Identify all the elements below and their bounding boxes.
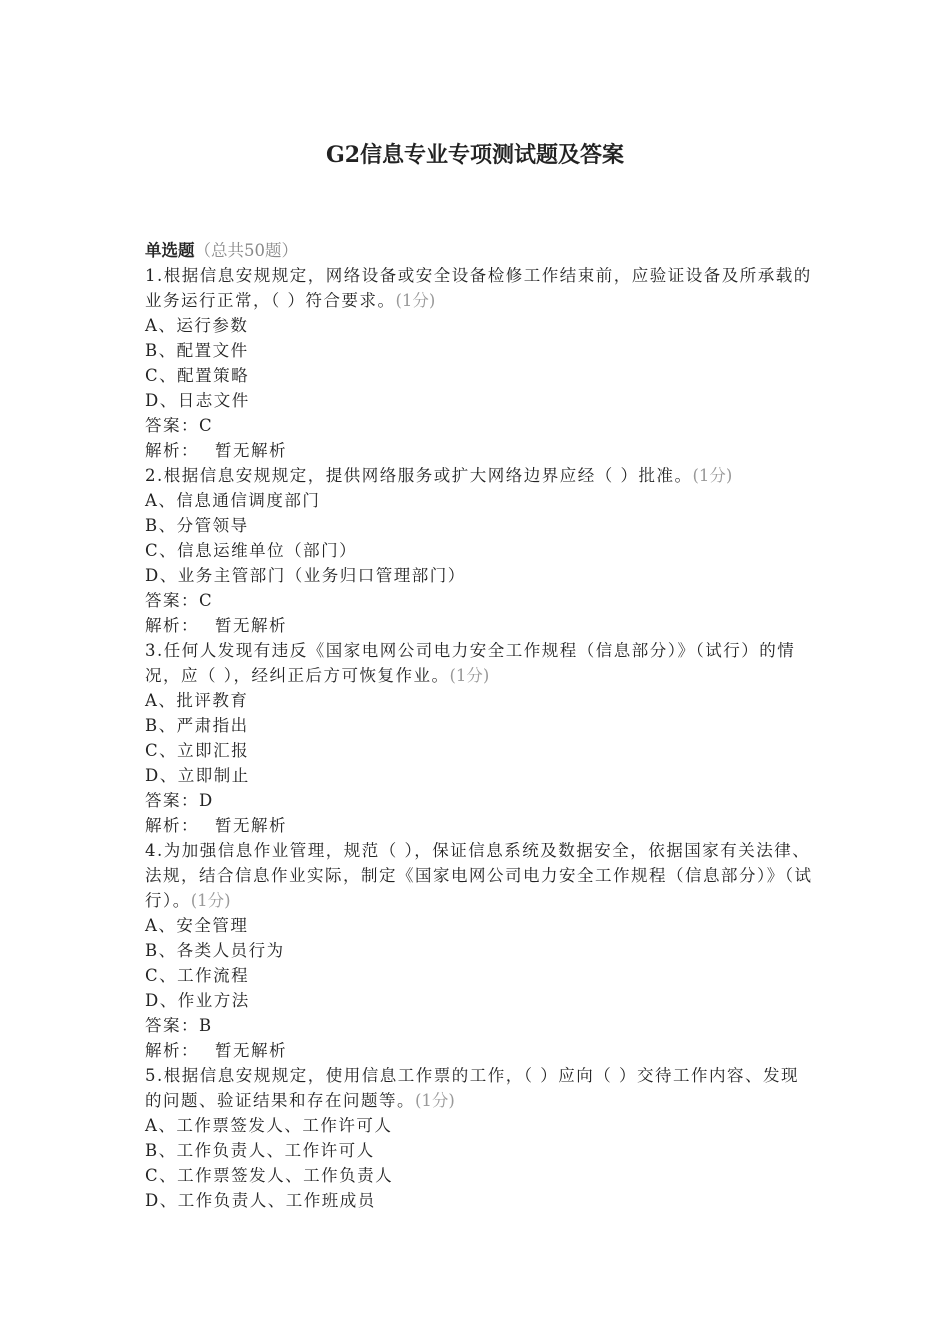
question-3: [145, 638, 815, 838]
question-stem-text: 1.根据信息安规规定，网络设备或安全设备检修工作结束前，应验证设备及所承载的业务运行正常，（ ）符合要求。: [145, 266, 812, 310]
option-b: B、分管领导: [145, 516, 249, 535]
option-c: C、配置策略: [145, 366, 250, 385]
question-points: (1分): [692, 466, 733, 485]
analysis-label: 解析：: [145, 441, 199, 460]
option-d: D、立即制止: [145, 766, 250, 785]
option-c: C、立即汇报: [145, 741, 250, 760]
section-heading: [145, 238, 815, 263]
analysis-label: 解析：: [145, 616, 199, 635]
option-a: A、工作票签发人、工作许可人: [145, 1116, 393, 1135]
option-c: C、信息运维单位（部门）: [145, 541, 358, 560]
question-1: [145, 263, 815, 463]
option-d: D、业务主管部门（业务归口管理部门）: [145, 566, 466, 585]
option-b: B、配置文件: [145, 341, 249, 360]
option-a: A、安全管理: [145, 916, 249, 935]
question-2: [145, 463, 815, 638]
analysis-text: 暂无解析: [215, 441, 287, 460]
question-points: (1分): [395, 291, 436, 310]
question-stem-text: 4.为加强信息作业管理，规范（ ），保证信息系统及数据安全，依据国家有关法律、法规，结合信息作业实际，制定《国家电网公司电力安全工作规程（信息部分）》（试行）。: [145, 841, 813, 910]
option-d: D、作业方法: [145, 991, 250, 1010]
question-stem: [145, 638, 815, 688]
question-stem-text: 2.根据信息安规规定，提供网络服务或扩大网络边界应经（ ）批准。: [145, 466, 693, 485]
analysis-line: [145, 1038, 815, 1063]
question-stem: [145, 1063, 815, 1113]
analysis-line: [145, 438, 815, 463]
option-a: A、运行参数: [145, 316, 249, 335]
analysis-text: 暂无解析: [215, 1041, 287, 1060]
answer-line: 答案：C: [145, 416, 214, 435]
option-b: B、工作负责人、工作许可人: [145, 1141, 375, 1160]
option-a: A、信息通信调度部门: [145, 491, 321, 510]
answer-line: 答案：D: [145, 791, 214, 810]
option-b: B、各类人员行为: [145, 941, 285, 960]
analysis-line: [145, 813, 815, 838]
option-d: D、日志文件: [145, 391, 250, 410]
section-heading-note: （总共50题）: [194, 241, 298, 260]
question-stem-text: 3.任何人发现有违反《国家电网公司电力安全工作规程（信息部分）》（试行）的情况，应（ ），经纠正后方可恢复作业。: [145, 641, 796, 685]
analysis-label: 解析：: [145, 1041, 199, 1060]
section-heading-label: 单选题: [145, 241, 195, 260]
question-stem-text: 5.根据信息安规规定，使用信息工作票的工作，（ ）应向（ ）交待工作内容、发现的问题、验证结果和存在问题等。: [145, 1066, 799, 1110]
option-d: D、工作负责人、工作班成员: [145, 1191, 376, 1210]
analysis-text: 暂无解析: [215, 616, 287, 635]
answer-line: 答案：B: [145, 1016, 213, 1035]
option-b: B、严肃指出: [145, 716, 249, 735]
option-c: C、工作票签发人、工作负责人: [145, 1166, 394, 1185]
question-points: (1分): [190, 891, 231, 910]
question-stem: [145, 463, 815, 488]
question-points: (1分): [415, 1091, 455, 1110]
document-body: [145, 238, 815, 1213]
question-5: [145, 1063, 815, 1213]
analysis-line: [145, 613, 815, 638]
document-title: G2信息专业专项测试题及答案: [325, 142, 625, 168]
question-stem: [145, 263, 815, 313]
analysis-label: 解析：: [145, 816, 199, 835]
option-c: C、工作流程: [145, 966, 250, 985]
option-a: A、批评教育: [145, 691, 249, 710]
question-stem: [145, 838, 815, 913]
analysis-text: 暂无解析: [215, 816, 287, 835]
question-4: [145, 838, 815, 1063]
answer-line: 答案：C: [145, 591, 214, 610]
question-points: (1分): [449, 666, 490, 685]
